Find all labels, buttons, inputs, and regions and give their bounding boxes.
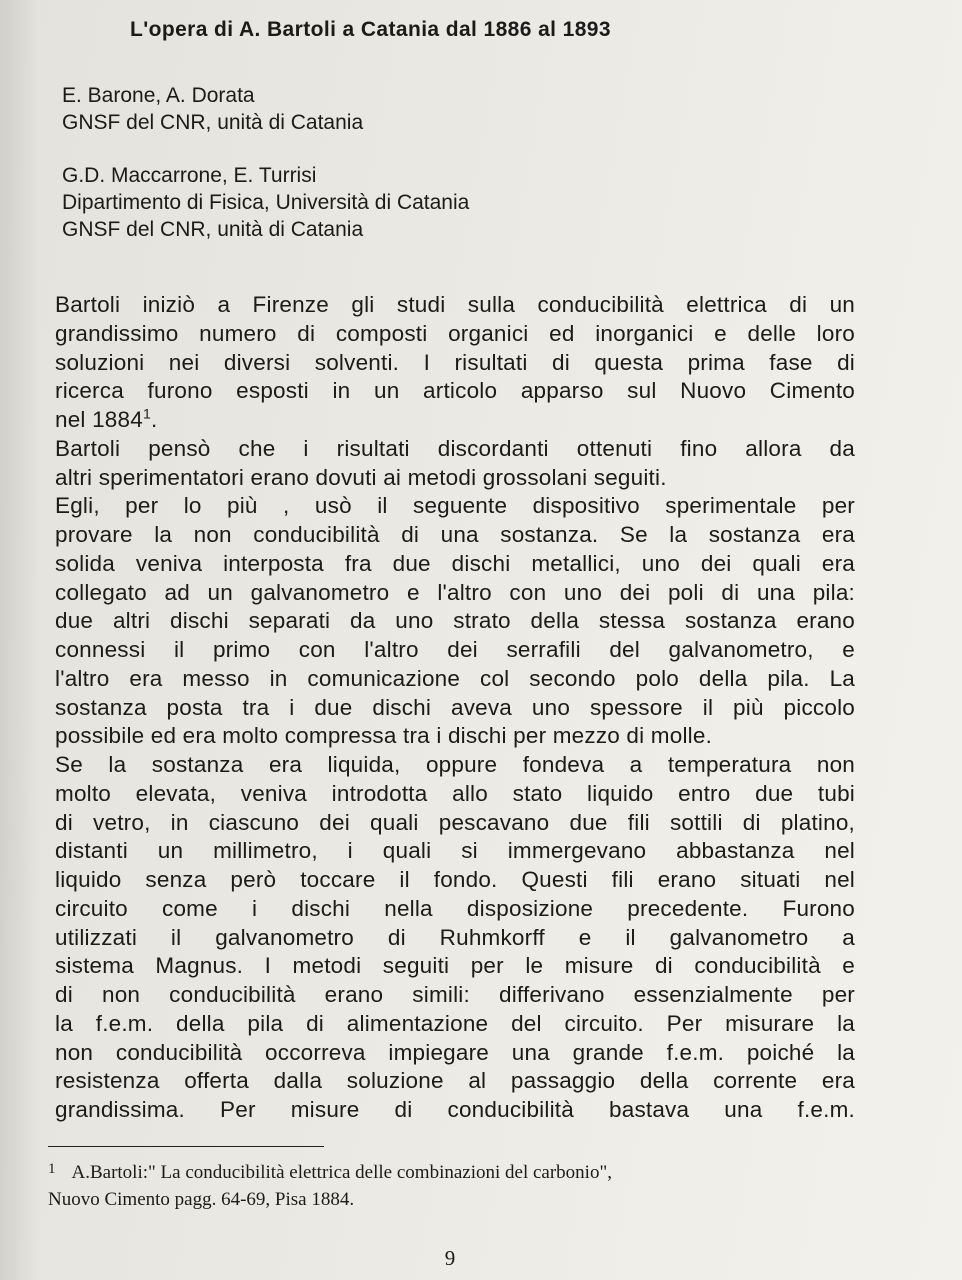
body-line: provare la non conducibilità di una sostanza. Se la sostanza era bbox=[55, 522, 855, 547]
footnote bbox=[48, 1160, 612, 1212]
body-line: la f.e.m. della pila di alimentazione del circuito. Per misurare la bbox=[55, 1010, 855, 1036]
body-line: liquido senza però toccare il fondo. Questi fili erano situati nel bbox=[55, 867, 855, 892]
body-line: non conducibilità occorreva impiegare una grande f.e.m. poiché la bbox=[55, 1039, 855, 1065]
body-line: Se la sostanza era liquida, oppure fondeva a temperatura non bbox=[55, 752, 855, 777]
footnote-number: 1 bbox=[48, 1161, 56, 1177]
body-line: altri sperimentatori erano dovuti ai metodi grossolani seguiti. bbox=[55, 464, 667, 490]
footnote-text: A.Bartoli:" La conducibilità elettrica delle combinazioni del carbonio", bbox=[71, 1162, 612, 1183]
body-line: possibile ed era molto compressa tra i dischi per mezzo di molle. bbox=[55, 723, 713, 749]
body-line-with-footnote bbox=[55, 406, 855, 435]
body-line: grandissima. Per misure di conducibilità bastava una f.e.m. bbox=[55, 1097, 855, 1122]
body-line: solida veniva interposta fra due dischi metallici, uno dei quali era bbox=[55, 550, 855, 576]
page-gutter-shadow bbox=[0, 0, 40, 1280]
body-line: di vetro, in ciascuno dei quali pescavano due fili sottili di platino, bbox=[55, 809, 855, 835]
author-affiliation: GNSF del CNR, unità di Catania bbox=[62, 218, 364, 241]
author-block-2 bbox=[62, 162, 469, 243]
body-text bbox=[55, 291, 855, 1125]
body-line: collegato ad un galvanometro e l'altro con uno dei poli di una pila: bbox=[55, 579, 855, 605]
body-line: Bartoli pensò che i risultati discordanti ottenuti fino allora da bbox=[55, 435, 855, 461]
body-line: ricerca furono esposti in un articolo apparso sul Nuovo Cimento bbox=[55, 378, 855, 404]
body-line: soluzioni nei diversi solventi. I risultati di questa prima fase di bbox=[55, 349, 855, 375]
author-affiliation: GNSF del CNR, unità di Catania bbox=[62, 111, 364, 134]
article-title: L'opera di A. Bartoli a Catania dal 1886 al 1893 bbox=[130, 18, 611, 41]
body-line: Egli, per lo più , usò il seguente dispositivo sperimentale per bbox=[55, 493, 855, 519]
body-line: resistenza offerta dalla soluzione al passaggio della corrente era bbox=[55, 1068, 855, 1094]
author-names: E. Barone, A. Dorata bbox=[62, 84, 255, 107]
page-number: 9 bbox=[444, 1246, 456, 1270]
footnote-line: Nuovo Cimento pagg. 64-69, Pisa 1884. bbox=[48, 1189, 355, 1210]
author-department: Dipartimento di Fisica, Università di Catania bbox=[62, 191, 470, 214]
body-line: circuito come i dischi nella disposizione precedente. Furono bbox=[55, 895, 855, 921]
author-block-1 bbox=[62, 82, 363, 136]
body-line: distanti un millimetro, i quali si immergevano abbastanza nel bbox=[55, 838, 855, 864]
body-line: sostanza posta tra i due dischi aveva uno spessore il più piccolo bbox=[55, 694, 855, 720]
body-line: connessi il primo con l'altro dei serrafili del galvanometro, e bbox=[55, 637, 855, 662]
body-line: di non conducibilità erano simili: differivano essenzialmente per bbox=[55, 982, 855, 1007]
body-line: molto elevata, veniva introdotta allo stato liquido entro due tubi bbox=[55, 780, 855, 806]
body-line: l'altro era messo in comunicazione col secondo polo della pila. La bbox=[55, 665, 855, 691]
author-names: G.D. Maccarrone, E. Turrisi bbox=[62, 164, 317, 187]
body-line: utilizzati il galvanometro di Ruhmkorff e il galvanometro a bbox=[55, 924, 855, 950]
body-line: grandissimo numero di composti organici ed inorganici e delle loro bbox=[55, 320, 855, 346]
body-line: Bartoli iniziò a Firenze gli studi sulla conducibilità elettrica di un bbox=[55, 292, 855, 317]
body-line: sistema Magnus. I metodi seguiti per le misure di conducibilità e bbox=[55, 953, 855, 979]
footnote-reference: 1 bbox=[142, 406, 151, 422]
body-line-punctuation: . bbox=[150, 407, 158, 432]
body-line: due altri dischi separati da uno strato della stessa sostanza erano bbox=[55, 608, 855, 634]
footnote-line bbox=[48, 1160, 612, 1187]
footnote-divider bbox=[48, 1146, 324, 1147]
body-line-text: nel 1884 bbox=[55, 407, 143, 432]
